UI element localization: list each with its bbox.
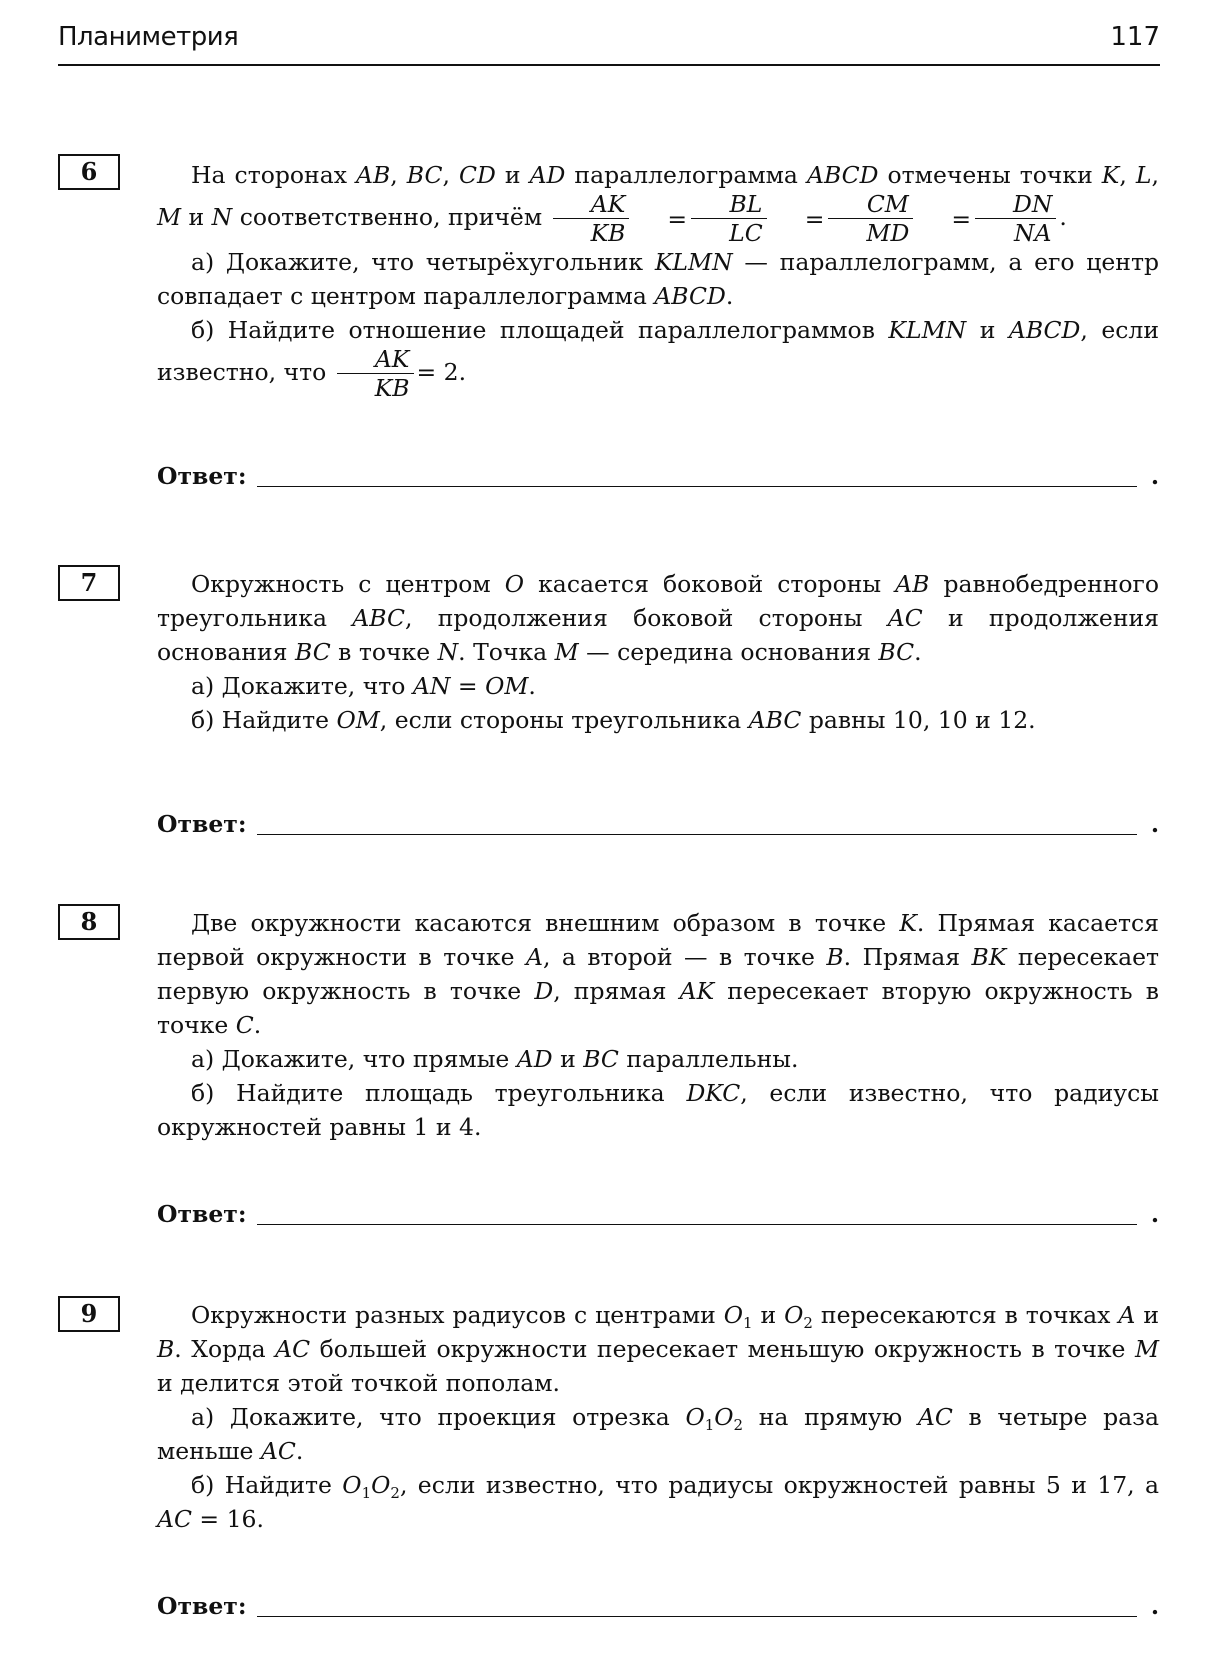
answer-field[interactable]: Ответ: . — [157, 1592, 1159, 1620]
fraction-ak-kb-b: $\frac{AK}{KB}$ — [337, 347, 414, 400]
task-number: 6 — [58, 154, 120, 190]
answer-field[interactable]: Ответ: . — [157, 1200, 1159, 1228]
fraction-dn-na: $\frac{DN}{NA}$ — [975, 192, 1056, 245]
subtask-b: б) Найдите площадь треугольника DKC, если известно, что радиусы окружностей равны 1 и 4. — [157, 1079, 1160, 1141]
task-condition: На сторонах AB, BC, CD и AD параллелограмма ABCD отмечены точки K, L, M и N соответственно, причём $\frac{AK}{KB}$ = $\frac{BL}{LC}$ = $\frac{CM}{MD}$ = $\frac{DN}{NA}$ . — [157, 161, 1159, 247]
subtask-a: а) Докажите, что четырёхугольник KLMN — параллелограмм, а его центр совпадает с центром параллелограмма ABCD. — [157, 248, 1160, 311]
subtask-b: б) Найдите $O_1O_2$, если известно, что радиусы окружностей равны 5 и 17, а AC = 16. — [157, 1471, 1160, 1533]
subtask-a: а) Докажите, что проекция отрезка $O_1O_2$ на прямую AC в четыре раза меньше AC. — [157, 1403, 1159, 1465]
task-body — [157, 1298, 1159, 1536]
answer-line[interactable] — [257, 834, 1137, 835]
answer-label: Ответ: — [157, 1200, 247, 1228]
subtask-b: б) Найдите отношение площадей параллелограммов KLMN и ABCD, если известно, что $\frac{AK}{KB}$ = 2. — [157, 316, 1159, 403]
answer-line[interactable] — [257, 1616, 1137, 1617]
answer-label: Ответ: — [157, 1592, 247, 1620]
fraction-ak-kb: $\frac{AK}{KB}$ — [553, 192, 630, 245]
task-body — [157, 906, 1159, 1144]
task-number: 7 — [58, 565, 120, 601]
section-title: Планиметрия — [58, 22, 239, 52]
page-header — [58, 22, 1160, 66]
task-condition: Окружности разных радиусов с центрами $O_1$ и $O_2$ пересекаются в точках A и B. Хорда AC большей окружности пересекает меньшую окружность в точке M и делится этой точкой пополам. — [157, 1301, 1159, 1397]
task-condition: Две окружности касаются внешним образом в точке K. Прямая касается первой окружности в точке A, а второй — в точке B. Прямая BK пересекает первую окружность в точке D, прямая AK пересекает вторую окружность в точке C. — [157, 909, 1160, 1039]
fraction-cm-md: $\frac{CM}{MD}$ — [828, 192, 913, 245]
answer-line[interactable] — [257, 486, 1137, 487]
page-number: 117 — [1110, 22, 1160, 52]
subtask-a: а) Докажите, что прямые AD и BC параллельны. — [191, 1045, 799, 1073]
answer-line[interactable] — [257, 1224, 1137, 1225]
subtask-b: б) Найдите OM, если стороны треугольника ABC равны 10, 10 и 12. — [191, 706, 1036, 734]
task-number: 9 — [58, 1296, 120, 1332]
task-number: 8 — [58, 904, 120, 940]
task-condition: Окружность с центром O касается боковой стороны AB равнобедренного треугольника ABC, продолжения боковой стороны AC и продолжения основания BC в точке N. Точка M — середина основания BC. — [157, 570, 1160, 666]
answer-label: Ответ: — [157, 810, 247, 838]
answer-field[interactable]: Ответ: . — [157, 462, 1159, 490]
answer-label: Ответ: — [157, 462, 247, 490]
answer-field[interactable]: Ответ: . — [157, 810, 1159, 838]
task-body — [157, 158, 1159, 401]
fraction-bl-lc: $\frac{BL}{LC}$ — [691, 192, 767, 245]
subtask-a: а) Докажите, что AN = OM. — [191, 672, 536, 700]
task-body — [157, 567, 1159, 737]
